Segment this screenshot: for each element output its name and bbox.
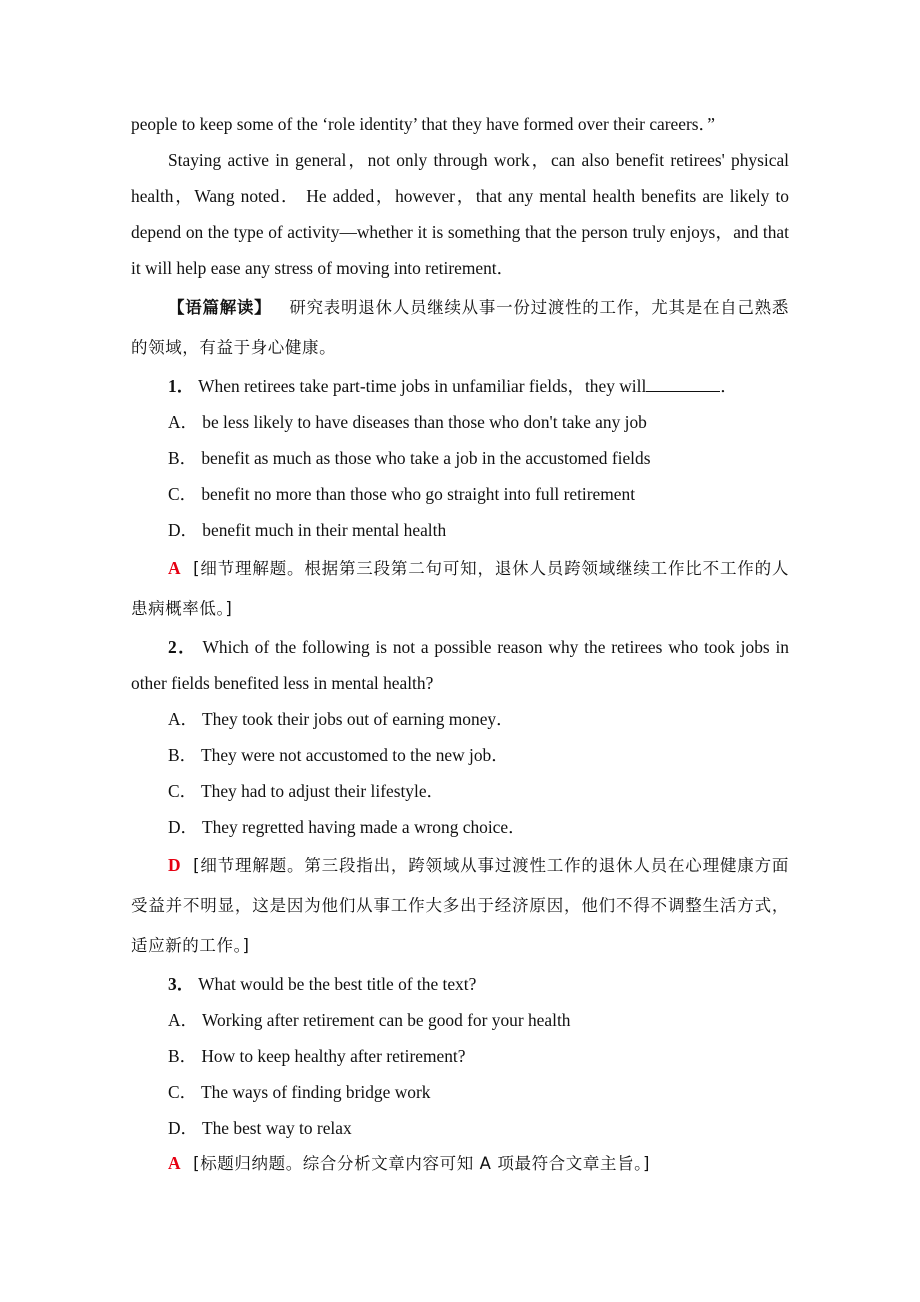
question-stem (131, 629, 789, 701)
passage-continuation-line: people to keep some of the ‘role identity’ that they have formed over their careers．” (131, 114, 715, 134)
option-c: C． They had to adjust their lifestyle． (168, 781, 444, 801)
option-d: D． They regretted having made a wrong choice． (168, 817, 526, 837)
question-3 (131, 966, 789, 1181)
option-d: D． benefit much in their mental health (168, 520, 447, 540)
answer-letter: A (168, 558, 182, 578)
explanation-text: [标题归纳题。综合分析文章内容可知 A 项最符合文章主旨。] (193, 1154, 651, 1173)
question-text: Which of the following is not a possible reason why the retirees who took jobs in other fields benefited less in mental health? (131, 637, 789, 693)
question-text: What would be the best title of the text? (198, 974, 477, 994)
option-b: B． benefit as much as those who take a job in the accustomed fields (168, 448, 651, 468)
question-stem: 1． When retirees take part-time jobs in unfamiliar fields，they will ． (168, 376, 738, 396)
summary-text: 研究表明退休人员继续从事一份过渡性的工作，尤其是在自己熟悉的领域，有益于身心健康。 (131, 298, 789, 357)
question-1 (131, 368, 789, 629)
option-b: B． They were not accustomed to the new job． (168, 745, 509, 765)
question-number: 2． (168, 637, 198, 657)
option-a: A． be less likely to have diseases than those who don't take any job (168, 412, 647, 432)
answer-letter: A (168, 1153, 182, 1173)
option-a: A． Working after retirement can be good for your health (168, 1010, 571, 1030)
option-c: C． benefit no more than those who go straight into full retirement (168, 484, 636, 504)
question-number: 3． (168, 974, 195, 994)
answer-letter: D (168, 855, 182, 875)
question-text: When retirees take part-time jobs in unfamiliar fields，they will (198, 376, 647, 396)
question-number: 1． (168, 376, 195, 396)
answer-blank (646, 377, 720, 392)
option-a: A． They took their jobs out of earning money． (168, 709, 514, 729)
explanation-text: [细节理解题。根据第三段第二句可知，退休人员跨领域继续工作比不工作的人患病概率低。] (131, 559, 789, 618)
option-c: C． The ways of finding bridge work (168, 1082, 431, 1102)
explanation-text: [细节理解题。第三段指出，跨领域从事过渡性工作的退休人员在心理健康方面受益并不明显，这是因为他们从事工作大多出于经济原因，他们不得不调整生活方式，适应新的工作。] (131, 856, 789, 955)
answer-explanation (131, 845, 789, 966)
option-d: D． The best way to relax (168, 1118, 352, 1138)
answer-explanation (131, 548, 789, 629)
passage-summary (131, 288, 789, 368)
option-b: B． How to keep healthy after retirement? (168, 1046, 466, 1066)
summary-tag: 【语篇解读】 (168, 298, 272, 317)
answer-explanation (131, 1146, 789, 1181)
question-2 (131, 629, 789, 966)
passage-paragraph: Staying active in general，not only through work，can also benefit retirees' physical health，Wang noted． He added，however，that any mental health benefits are likely to depend on the type of activity—whether it is something that the person truly enjoys，and that it will help ease any stress of moving into retirement． (131, 150, 789, 278)
question-stem (131, 966, 789, 1002)
document-page (131, 106, 789, 1181)
